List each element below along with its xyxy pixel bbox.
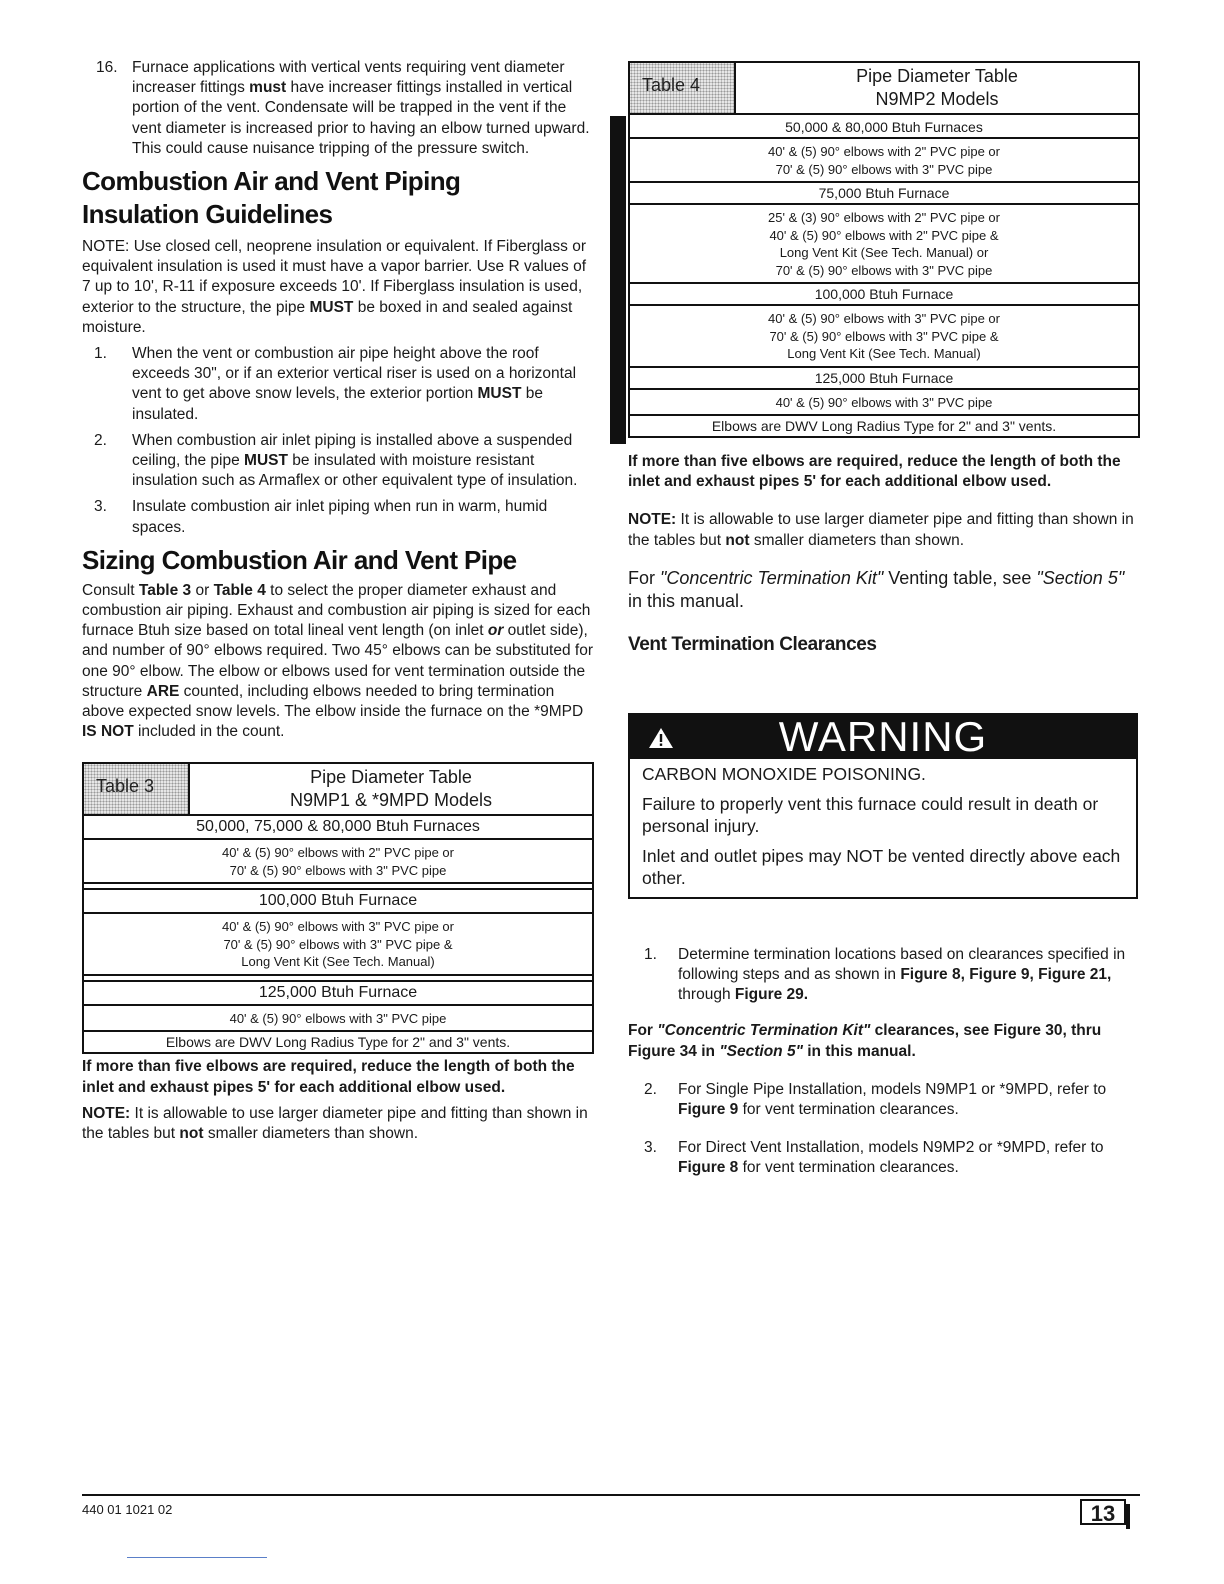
note-text: It is allowable to use larger diameter pipe and fitting than shown in the tables but: [628, 511, 1134, 549]
item-text: be insulated.: [132, 385, 543, 423]
document-number: 440 01 1021 02: [82, 1502, 173, 1517]
text: For: [628, 567, 655, 588]
warning-line: CARBON MONOXIDE POISONING.: [642, 763, 926, 784]
heading-vent-termination: Vent Termination Clearances: [628, 633, 877, 655]
table-4-ref: Table 4: [213, 581, 266, 599]
item-number: 3.: [94, 498, 107, 516]
table-title-line: Pipe Diameter Table: [310, 767, 472, 788]
note-insulation: [82, 237, 594, 338]
warning-line: Inlet and outlet pipes may NOT be vented directly above each other.: [642, 845, 1121, 888]
table-section-header: 125,000 Btuh Furnace: [84, 980, 592, 1006]
text-italic: "Section 5": [1036, 567, 1125, 588]
list-item: [82, 344, 594, 425]
elbows-note: If more than five elbows are required, reduce the length of both the inlet and exhaust pipes 5' for each additional elbow used.: [82, 1058, 575, 1096]
item-number: 16.: [96, 59, 118, 76]
table-footer: Elbows are DWV Long Radius Type for 2" and 3" vents.: [711, 418, 1057, 434]
item-text: Furnace applications with vertical vents requiring vent diameter increaser fittings: [132, 59, 565, 97]
page-number: 13: [1080, 1499, 1126, 1525]
list-item: [628, 1138, 1140, 1178]
text-italic: "Concentric Termination Kit": [660, 567, 884, 588]
text-italic: "Concentric Termination Kit": [657, 1022, 871, 1040]
table-section-header: 125,000 Btuh Furnace: [630, 368, 1138, 390]
note-text: smaller diameters than shown.: [753, 531, 965, 549]
table-row: 70' & (5) 90° elbows with 3" PVC pipe: [775, 262, 993, 278]
table-section-header: 100,000 Btuh Furnace: [630, 284, 1138, 306]
text: Venting table, see: [888, 567, 1032, 588]
table-3: [82, 762, 594, 1054]
list-item: [82, 431, 594, 492]
table-section-rows: [630, 306, 1138, 368]
text: to select the proper diameter exhaust and combustion air piping. Exhaust and combustion air piping is sized for each furnace Btuh size based on total lineal vent length (on inlet: [82, 581, 591, 640]
table-section-rows: [84, 914, 592, 976]
scan-artifact-line: [127, 1557, 267, 1558]
table-tag-label: Table 4: [642, 75, 701, 95]
table-4: [628, 61, 1140, 438]
warning-bar: [630, 712, 1136, 760]
heading-sizing: Sizing Combustion Air and Vent Pipe: [82, 544, 517, 575]
table-row: 70' & (5) 90° elbows with 3" PVC pipe: [775, 161, 993, 177]
list-item: [628, 945, 1140, 1006]
table-row: 40' & (5) 90° elbows with 3" PVC pipe or: [768, 311, 1000, 326]
sizing-paragraph: [82, 581, 594, 743]
elbows-note: If more than five elbows are required, reduce the length of both the inlet and exhaust pipes 5' for each additional elbow used.: [628, 453, 1121, 491]
note-text: be boxed in and sealed against moisture.: [82, 298, 573, 336]
table-tag: [84, 764, 190, 814]
note-bold: not: [725, 531, 750, 549]
text: included in the count.: [137, 723, 285, 741]
table-row: Long Vent Kit (See Tech. Manual) or: [779, 245, 989, 260]
warning-line: Failure to properly vent this furnace could result in death or personal injury.: [642, 793, 1099, 836]
note-bold: MUST: [309, 298, 354, 316]
note-text: Use closed cell, neoprene insulation or equivalent. If Fiberglass or equivalent insulation is used it must have a vapor barrier. Use R values of 7 up to 10', R-11 if exposure exceeds 10'. If Fiberglass insulation is used, exterior to the structure, the pipe: [82, 238, 587, 316]
warning-title: WARNING: [778, 712, 988, 760]
table-row: 70' & (5) 90° elbows with 3" PVC pipe &: [223, 936, 453, 952]
table-section-header: 50,000, 75,000 & 80,000 Btuh Furnaces: [84, 816, 592, 840]
table-tag-label: Table 3: [96, 776, 155, 797]
note-larger-pipe: [82, 1104, 594, 1144]
table-section-rows: [630, 390, 1138, 417]
text: or: [195, 581, 210, 599]
table-row: 40' & (5) 90° elbows with 2" PVC pipe &: [769, 227, 999, 243]
item-bold: MUST: [477, 385, 522, 403]
side-bar-decoration: [610, 116, 626, 444]
item-number: 2.: [644, 1080, 657, 1098]
note-label: NOTE:: [628, 511, 677, 529]
insulation-list: [82, 344, 594, 538]
concentric-venting-note: [628, 567, 1140, 613]
list-item: [628, 1080, 1140, 1120]
item-number: 2.: [94, 431, 107, 449]
table-row: 40' & (5) 90° elbows with 2" PVC pipe or: [768, 144, 1000, 159]
item-bold: Figure 9: [678, 1101, 739, 1119]
text: counted, including elbows needed to bring termination above expected snow levels. The elbow inside the furnace on the *9MPD: [82, 682, 584, 721]
table-row: 40' & (5) 90° elbows with 3" PVC pipe: [229, 1010, 447, 1026]
table-row: 40' & (5) 90° elbows with 2" PVC pipe or: [222, 845, 454, 861]
text-italic: "Section 5": [719, 1042, 803, 1060]
note-text: smaller diameters than shown.: [207, 1125, 419, 1143]
footer-rule: [82, 1494, 1140, 1496]
table-row: 70' & (5) 90° elbows with 3" PVC pipe &: [769, 328, 999, 344]
table-footer: Elbows are DWV Long Radius Type for 2" and 3" vents.: [165, 1034, 511, 1051]
item-bold: Figure 8: [678, 1159, 739, 1177]
concentric-clearances-note: [628, 1021, 1140, 1061]
item-text: Determine termination locations based on clearances specified in following steps and as shown in: [678, 945, 1126, 984]
table-section-rows: [84, 840, 592, 884]
table-row: 70' & (5) 90° elbows with 3" PVC pipe: [229, 862, 447, 878]
item-text: When the vent or combustion air pipe height above the roof exceeds 30", or if an exterior vertical riser is used on a horizontal vent to get above snow levels, the exterior portion: [132, 345, 577, 403]
table-row: 25' & (3) 90° elbows with 2" PVC pipe or: [768, 210, 1000, 225]
item-text: through: [678, 986, 731, 1004]
item-bold: must: [249, 79, 287, 97]
table-title: [736, 63, 1138, 113]
text-bold: IS NOT: [82, 723, 134, 741]
text-emph: or: [487, 622, 504, 640]
warning-body: [630, 759, 1136, 897]
table-title: [190, 764, 592, 814]
note-bold: not: [179, 1125, 204, 1143]
table-section-rows: [630, 205, 1138, 284]
table-section-header: 75,000 Btuh Furnace: [630, 183, 1138, 205]
note-larger-pipe: [628, 510, 1140, 550]
table-section-rows: [84, 1006, 592, 1033]
table-row: Long Vent Kit (See Tech. Manual): [787, 346, 981, 361]
text: clearances, see Figure 30, thru Figure 34 in: [628, 1022, 1102, 1060]
table-title-line: N9MP2 Models: [875, 89, 999, 109]
list-item: [82, 497, 594, 537]
table-title-line: N9MP1 & *9MPD Models: [289, 790, 493, 811]
item-text: For Single Pipe Installation, models N9MP1 or *9MPD, refer to: [678, 1080, 1107, 1098]
item-bold: Figure 29.: [734, 986, 809, 1004]
item-text: Insulate combustion air inlet piping when run in warm, humid spaces.: [132, 498, 548, 536]
note-text: It is allowable to use larger diameter pipe and fitting than shown in the tables but: [82, 1104, 588, 1143]
table-title-line: Pipe Diameter Table: [856, 66, 1018, 86]
item-text: have increaser fittings installed in vertical portion of the vent. Condensate will be trapped in the vent if the vent diameter is increased prior to having an elbow turned upward. This could cause nuisance tripping of the pressure switch.: [132, 79, 590, 157]
table-header: [630, 63, 1138, 115]
table-header: [84, 764, 592, 816]
item-bold: Figure 8, Figure 9, Figure 21,: [900, 966, 1112, 984]
text: in this manual.: [807, 1042, 916, 1060]
item-text: for vent termination clearances.: [742, 1159, 959, 1177]
item-text: For Direct Vent Installation, models N9MP2 or *9MPD, refer to: [678, 1139, 1104, 1157]
warning-box: [628, 713, 1138, 899]
table-3-ref: Table 3: [138, 581, 192, 599]
heading-insulation: Combustion Air and Vent Piping Insulation Guidelines: [82, 166, 461, 230]
table-section-header: 50,000 & 80,000 Btuh Furnaces: [630, 117, 1138, 139]
left-column: [82, 58, 594, 1144]
note-label: NOTE:: [82, 1104, 131, 1122]
warning-triangle-icon: [648, 727, 674, 749]
item-text: for vent termination clearances.: [742, 1101, 959, 1119]
table-section-header: 100,000 Btuh Furnace: [84, 888, 592, 914]
table-section-rows: [630, 139, 1138, 183]
table-row: 40' & (5) 90° elbows with 3" PVC pipe: [775, 394, 993, 410]
item-number: 1.: [644, 945, 657, 963]
table-row: Long Vent Kit (See Tech. Manual): [241, 954, 435, 970]
item-text: be insulated with moisture resistant insulation such as Armaflex or other equivalent type of insulation.: [132, 452, 578, 490]
item-text: When combustion air inlet piping is installed above a suspended ceiling, the pipe: [132, 431, 573, 470]
text-bold: ARE: [146, 682, 180, 700]
text: in this manual.: [628, 590, 745, 611]
list-item-16: [82, 58, 594, 159]
item-bold: MUST: [244, 452, 288, 470]
right-column: [628, 61, 1140, 1179]
text: outlet side), and number of 90° elbows required. Two 45° elbows can be substituted for one 90° elbow. The elbow or elbows used for vent termination outside the structure: [82, 622, 594, 700]
table-tag: [630, 63, 736, 113]
note-label: NOTE:: [82, 238, 130, 256]
text: For: [628, 1022, 653, 1040]
item-number: 3.: [644, 1139, 657, 1157]
table-row: 40' & (5) 90° elbows with 3" PVC pipe or: [222, 919, 454, 935]
text: Consult: [82, 581, 135, 599]
item-number: 1.: [94, 345, 107, 363]
